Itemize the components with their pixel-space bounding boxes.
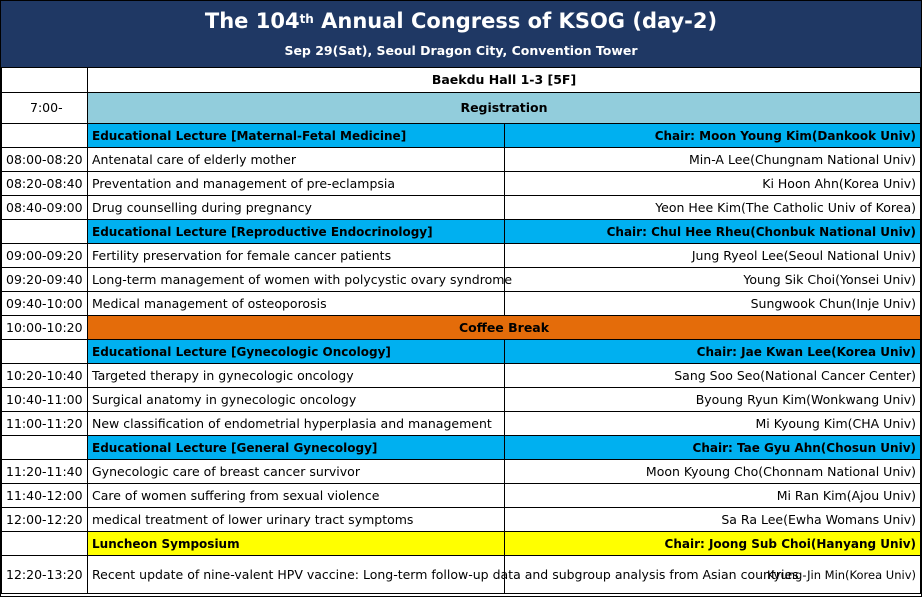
time-cell: [2, 220, 88, 244]
table-row: [2, 268, 921, 292]
time-cell: 11:40-12:00: [2, 484, 88, 508]
speaker-name: Sang Soo Seo(National Cancer Center): [504, 364, 921, 388]
table-row: [2, 484, 921, 508]
program-subtitle: Sep 29(Sat), Seoul Dragon City, Convention Tower: [284, 43, 638, 58]
talk-title: Gynecologic care of breast cancer survivor: [88, 460, 505, 484]
time-cell: 10:00-10:20: [2, 316, 88, 340]
table-row: [2, 244, 921, 268]
table-row: [2, 292, 921, 316]
venue-row: [2, 68, 921, 93]
venue-label: Baekdu Hall 1-3 [5F]: [88, 68, 921, 93]
table-row: [2, 556, 921, 594]
time-cell: [2, 532, 88, 556]
time-cell: 08:00-08:20: [2, 148, 88, 172]
speaker-name: Kyung-Jin Min(Korea Univ): [504, 556, 921, 594]
talk-title: Recent update of nine-valent HPV vaccine: Long-term follow-up data and subgroup analysis from Asian countries: [88, 556, 505, 594]
table-row: [2, 196, 921, 220]
speaker-name: Mi Kyoung Kim(CHA Univ): [504, 412, 921, 436]
time-cell: 08:20-08:40: [2, 172, 88, 196]
luncheon-chair: Chair: Joong Sub Choi(Hanyang Univ): [504, 532, 921, 556]
talk-title: Preventation and management of pre-eclampsia: [88, 172, 505, 196]
speaker-name: Sa Ra Lee(Ewha Womans Univ): [504, 508, 921, 532]
coffee-break-row: [2, 316, 921, 340]
talk-title: Antenatal care of elderly mother: [88, 148, 505, 172]
luncheon-header-row: [2, 532, 921, 556]
talk-title: Drug counselling during pregnancy: [88, 196, 505, 220]
table-row: [2, 364, 921, 388]
session-header-row: [2, 340, 921, 364]
speaker-name: Sungwook Chun(Inje Univ): [504, 292, 921, 316]
speaker-name: Byoung Ryun Kim(Wonkwang Univ): [504, 388, 921, 412]
program-title: [1, 7, 921, 35]
talk-title: Fertility preservation for female cancer patients: [88, 244, 505, 268]
session-chair: Chair: Tae Gyu Ahn(Chosun Univ): [504, 436, 921, 460]
time-cell: 10:20-10:40: [2, 364, 88, 388]
title-superscript: th: [299, 12, 314, 26]
time-cell: [2, 340, 88, 364]
schedule-table: [1, 67, 921, 594]
session-title: Educational Lecture [Reproductive Endocrinology]: [88, 220, 505, 244]
speaker-name: Yeon Hee Kim(The Catholic Univ of Korea): [504, 196, 921, 220]
title-main: The 104: [204, 9, 300, 33]
time-cell: 08:40-09:00: [2, 196, 88, 220]
speaker-name: Mi Ran Kim(Ajou Univ): [504, 484, 921, 508]
speaker-name: Jung Ryeol Lee(Seoul National Univ): [504, 244, 921, 268]
table-row: [2, 460, 921, 484]
time-cell: [2, 124, 88, 148]
talk-title: Targeted therapy in gynecologic oncology: [88, 364, 505, 388]
time-cell: 09:40-10:00: [2, 292, 88, 316]
table-row: [2, 148, 921, 172]
time-cell: 09:00-09:20: [2, 244, 88, 268]
time-cell: [2, 436, 88, 460]
table-row: [2, 508, 921, 532]
session-chair: Chair: Chul Hee Rheu(Chonbuk National Univ): [504, 220, 921, 244]
luncheon-title: Luncheon Symposium: [88, 532, 505, 556]
time-cell: 12:00-12:20: [2, 508, 88, 532]
session-chair: Chair: Jae Kwan Lee(Korea Univ): [504, 340, 921, 364]
time-cell: 10:40-11:00: [2, 388, 88, 412]
registration-label: Registration: [88, 93, 921, 124]
registration-row: [2, 93, 921, 124]
session-title: Educational Lecture [General Gynecology]: [88, 436, 505, 460]
time-cell: 7:00-: [2, 93, 88, 124]
speaker-name: Moon Kyoung Cho(Chonnam National Univ): [504, 460, 921, 484]
talk-title: Care of women suffering from sexual violence: [88, 484, 505, 508]
session-header-row: [2, 124, 921, 148]
time-cell: 09:20-09:40: [2, 268, 88, 292]
program-header: [1, 1, 921, 67]
time-cell: [2, 68, 88, 93]
time-cell: 12:20-13:20: [2, 556, 88, 594]
speaker-name: Ki Hoon Ahn(Korea Univ): [504, 172, 921, 196]
session-header-row: [2, 436, 921, 460]
speaker-name: Min-A Lee(Chungnam National Univ): [504, 148, 921, 172]
talk-title: Long-term management of women with polycystic ovary syndrome: [88, 268, 505, 292]
talk-title: New classification of endometrial hyperplasia and management: [88, 412, 505, 436]
table-row: [2, 388, 921, 412]
title-rest: Annual Congress of KSOG (day-2): [313, 9, 718, 33]
session-chair: Chair: Moon Young Kim(Dankook Univ): [504, 124, 921, 148]
time-cell: 11:20-11:40: [2, 460, 88, 484]
table-row: [2, 172, 921, 196]
table-row: [2, 412, 921, 436]
session-title: Educational Lecture [Maternal-Fetal Medicine]: [88, 124, 505, 148]
coffee-break-label: Coffee Break: [88, 316, 921, 340]
session-header-row: [2, 220, 921, 244]
talk-title: Medical management of osteoporosis: [88, 292, 505, 316]
speaker-name: Young Sik Choi(Yonsei Univ): [504, 268, 921, 292]
session-title: Educational Lecture [Gynecologic Oncology]: [88, 340, 505, 364]
talk-title: medical treatment of lower urinary tract symptoms: [88, 508, 505, 532]
talk-title: Surgical anatomy in gynecologic oncology: [88, 388, 505, 412]
time-cell: 11:00-11:20: [2, 412, 88, 436]
